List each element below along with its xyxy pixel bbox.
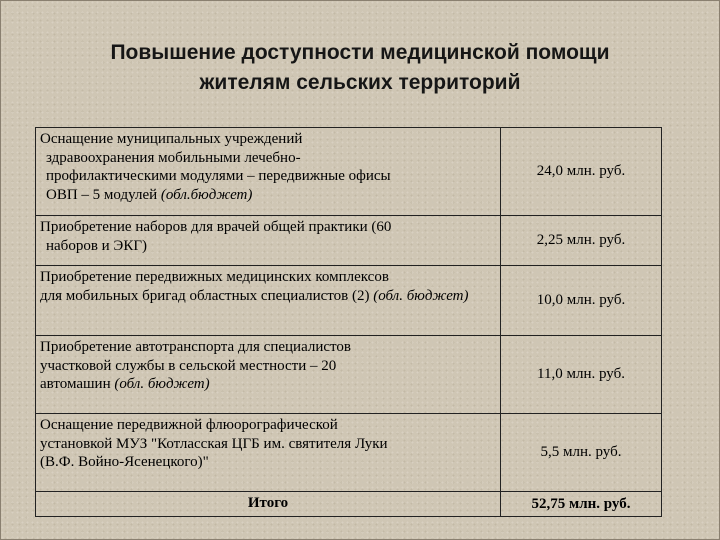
row-line: профилактическими модулями – передвижные офисы (46, 168, 391, 184)
row-line: Оснащение передвижной флюорографической (40, 417, 338, 433)
row-line: Приобретение автотранспорта для специалистов (40, 339, 351, 355)
funding-table (35, 127, 662, 517)
total-row (36, 492, 662, 517)
row-line: установкой МУЗ "Котласская ЦГБ им. святителя Луки (40, 435, 388, 452)
row-line-last (40, 237, 496, 256)
table-row (36, 414, 662, 492)
table-row (36, 266, 662, 336)
total-label: Итого (36, 492, 501, 517)
row-line: участковой службы в сельской местности – 20 (40, 357, 337, 374)
row-amount: 2,25 млн. руб. (501, 216, 662, 266)
row-amount: 24,0 млн. руб. (501, 128, 662, 216)
row-text: автомашин (40, 376, 115, 392)
row-amount: 5,5 млн. руб. (501, 414, 662, 492)
row-line: Приобретение наборов для врачей общей практики (60 (40, 219, 392, 235)
budget-note: (обл. бюджет) (373, 287, 469, 304)
row-line-last (40, 453, 496, 472)
row-description (36, 414, 501, 492)
row-line: Приобретение передвижных медицинских комплексов (40, 269, 389, 285)
budget-note: (обл. бюджет) (114, 376, 210, 392)
row-amount: 10,0 млн. руб. (501, 266, 662, 336)
row-description (36, 266, 501, 336)
row-line: здравоохранения мобильными лечебно- (46, 149, 301, 166)
row-text: для мобильных бригад областных специалистов (2) (40, 287, 374, 304)
title-line-2: жителям сельских территорий (199, 71, 521, 94)
row-description (36, 336, 501, 414)
table-row (36, 336, 662, 414)
row-line-last (40, 375, 496, 394)
slide-title (40, 38, 680, 98)
row-description (36, 128, 501, 216)
total-amount: 52,75 млн. руб. (501, 492, 662, 517)
budget-note: (обл.бюджет) (160, 186, 253, 203)
row-text: наборов и ЭКГ) (46, 237, 148, 254)
row-text: (В.Ф. Войно-Ясенецкого)" (40, 454, 209, 470)
row-amount: 11,0 млн. руб. (501, 336, 662, 414)
row-line: Оснащение муниципальных учреждений (40, 131, 303, 147)
row-line-last (40, 287, 496, 306)
title-line-1: Повышение доступности медицинской помощи (110, 41, 610, 64)
row-description (36, 216, 501, 266)
row-text: ОВП – 5 модулей (46, 186, 161, 203)
row-line-last (40, 186, 496, 205)
table-row (36, 216, 662, 266)
table-row (36, 128, 662, 216)
